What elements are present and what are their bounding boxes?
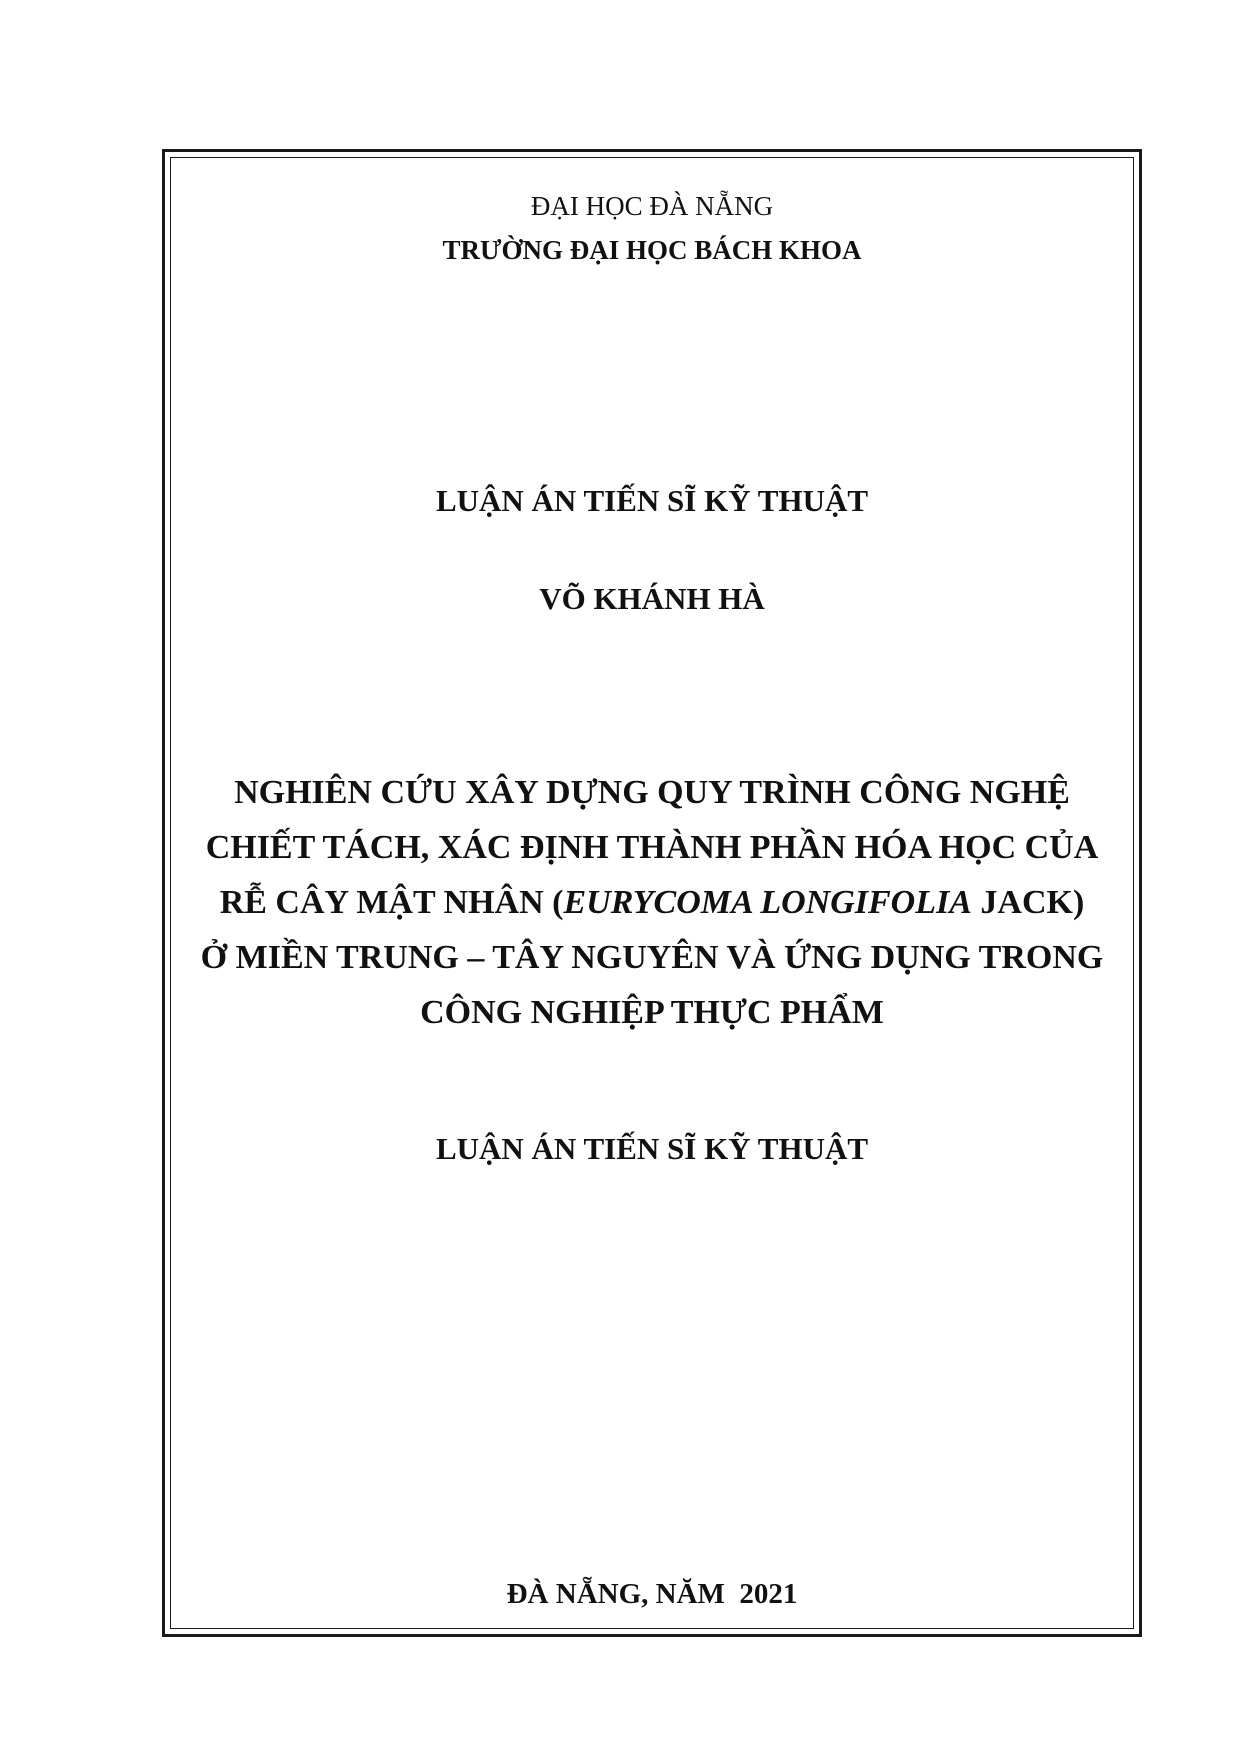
degree-label-top: LUẬN ÁN TIẾN SĨ KỸ THUẬT <box>435 483 869 518</box>
school-name: TRƯỜNG ĐẠI HỌC BÁCH KHOA <box>442 235 862 265</box>
thesis-title <box>170 765 1134 1040</box>
title-line-4: Ở MIỀN TRUNG – TÂY NGUYÊN VÀ ỨNG DỤNG TRONG <box>200 939 1104 976</box>
degree-label-bottom: LUẬN ÁN TIẾN SĨ KỸ THUẬT <box>435 1131 869 1166</box>
title-line-1: NGHIÊN CỨU XÂY DỰNG QUY TRÌNH CÔNG NGHỆ <box>234 774 1070 811</box>
university-name: ĐẠI HỌC ĐÀ NẴNG <box>530 191 774 221</box>
place-and-year: ĐÀ NẴNG, NĂM 2021 <box>506 1578 798 1610</box>
title-line-3 <box>170 875 1134 930</box>
author-name: VÕ KHÁNH HÀ <box>539 581 765 616</box>
title-line-5: CÔNG NGHIỆP THỰC PHẨM <box>420 994 884 1031</box>
title-line-3-suffix: JACK) <box>971 884 1085 921</box>
species-name: EURYCOMA LONGIFOLIA <box>563 884 972 921</box>
title-line-3-prefix: RỄ CÂY MẬT NHÂN ( <box>219 884 564 921</box>
title-line-2: CHIẾT TÁCH, XÁC ĐỊNH THÀNH PHẦN HÓA HỌC CỦA <box>205 829 1099 866</box>
